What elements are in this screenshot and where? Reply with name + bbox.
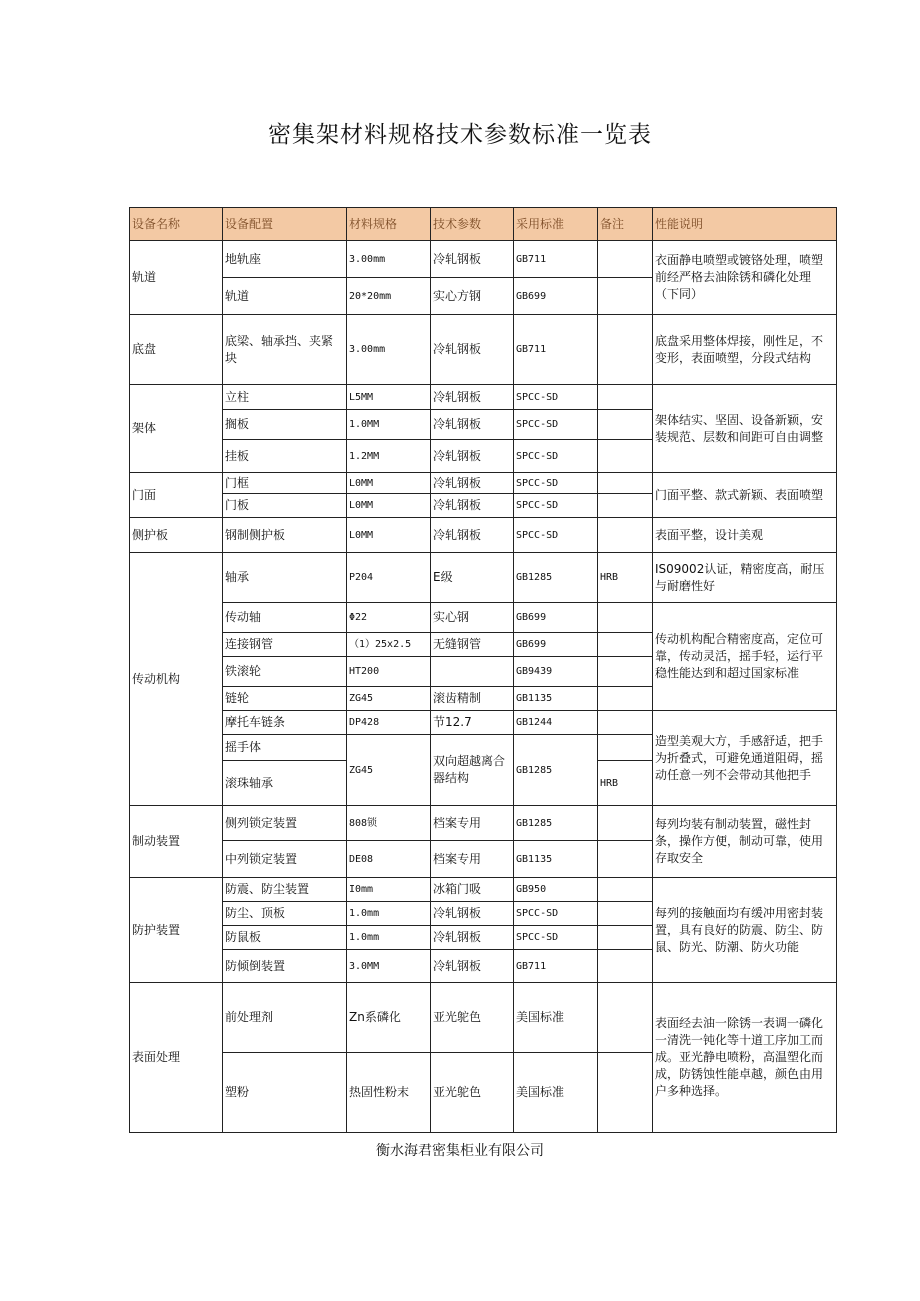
material-cell: Φ22 xyxy=(347,603,431,633)
material-cell: L0MM xyxy=(347,518,431,553)
param-cell: 滚齿精制 xyxy=(431,687,514,711)
standard-cell: SPCC-SD xyxy=(514,440,598,473)
param-cell: 冷轧钢板 xyxy=(431,440,514,473)
spec-table xyxy=(129,207,837,1133)
header-cell: 技术参数 xyxy=(431,208,514,241)
table-row xyxy=(130,878,837,902)
material-cell: 3.00mm xyxy=(347,315,431,385)
header-cell: 材料规格 xyxy=(347,208,431,241)
group-name: 防护装置 xyxy=(130,878,223,983)
group-name: 架体 xyxy=(130,385,223,473)
param-cell: 冷轧钢板 xyxy=(431,410,514,440)
group-desc: IS09002认证，精密度高，耐压与耐磨性好 xyxy=(653,553,837,603)
standard-cell: GB1135 xyxy=(514,687,598,711)
param-cell: E级 xyxy=(431,553,514,603)
table-row xyxy=(130,983,837,1053)
config-cell: 搁板 xyxy=(223,410,347,440)
group-desc: 传动机构配合精密度高，定位可靠，传动灵活，摇手轻，运行平稳性能达到和超过国家标准 xyxy=(653,603,837,711)
note-cell xyxy=(598,657,653,687)
standard-cell: 美国标准 xyxy=(514,1053,598,1133)
group-desc: 架体结实、坚固、设备新颖，安装规范、层数和间距可自由调整 xyxy=(653,385,837,473)
param-cell: 冷轧钢板 xyxy=(431,473,514,494)
param-cell: 亚光鸵色 xyxy=(431,1053,514,1133)
config-cell: 连接钢管 xyxy=(223,633,347,657)
group-desc: 衣面静电喷塑或镀铬处理，喷塑前经严格去油除锈和磷化处理（下同） xyxy=(653,241,837,315)
note-cell xyxy=(598,735,653,761)
config-cell: 防鼠板 xyxy=(223,926,347,950)
group-name: 门面 xyxy=(130,473,223,518)
param-cell: 实心钢 xyxy=(431,603,514,633)
param-cell xyxy=(431,657,514,687)
group-name: 制动装置 xyxy=(130,806,223,878)
config-cell: 滚珠轴承 xyxy=(223,761,347,806)
standard-cell: 美国标准 xyxy=(514,983,598,1053)
standard-cell: GB699 xyxy=(514,633,598,657)
material-cell: 3.00mm xyxy=(347,241,431,278)
group-name: 底盘 xyxy=(130,315,223,385)
page-title: 密集架材料规格技术参数标准一览表 xyxy=(268,122,652,148)
standard-cell: SPCC-SD xyxy=(514,494,598,518)
standard-cell: SPCC-SD xyxy=(514,473,598,494)
material-cell: 1.0mm xyxy=(347,902,431,926)
table-row xyxy=(130,385,837,410)
header-cell: 设备配置 xyxy=(223,208,347,241)
standard-cell: GB9439 xyxy=(514,657,598,687)
note-cell xyxy=(598,711,653,735)
material-cell: DE08 xyxy=(347,841,431,878)
param-cell: 档案专用 xyxy=(431,806,514,841)
material-cell: HT200 xyxy=(347,657,431,687)
config-cell: 前处理剂 xyxy=(223,983,347,1053)
material-cell: 20*20mm xyxy=(347,278,431,315)
material-cell: ZG45 xyxy=(347,687,431,711)
standard-cell: SPCC-SD xyxy=(514,902,598,926)
table-row xyxy=(130,518,837,553)
standard-cell: GB711 xyxy=(514,241,598,278)
group-desc: 表面经去油一除锈一表调一磷化一清洗一钝化等十道工序加工而成。亚光静电喷粉，高温塑化而成，防锈蚀性能卓越，颜色由用户多种选择。 xyxy=(653,983,837,1133)
table-row xyxy=(130,553,837,603)
standard-cell: GB1135 xyxy=(514,841,598,878)
config-cell: 传动轴 xyxy=(223,603,347,633)
config-cell: 门板 xyxy=(223,494,347,518)
material-cell: 808锁 xyxy=(347,806,431,841)
standard-cell: GB1285 xyxy=(514,735,598,806)
config-cell: 地轨座 xyxy=(223,241,347,278)
note-cell xyxy=(598,241,653,278)
group-desc: 造型美观大方，手感舒适，把手为折叠式，可避免通道阻碍，摇动任意一列不会带动其他把手 xyxy=(653,711,837,806)
header-cell: 采用标准 xyxy=(514,208,598,241)
config-cell: 中列锁定装置 xyxy=(223,841,347,878)
config-cell: 钢制侧护板 xyxy=(223,518,347,553)
config-cell: 摩托车链条 xyxy=(223,711,347,735)
standard-cell: GB1285 xyxy=(514,806,598,841)
param-cell: 冷轧钢板 xyxy=(431,902,514,926)
standard-cell: GB1285 xyxy=(514,553,598,603)
param-cell: 档案专用 xyxy=(431,841,514,878)
note-cell xyxy=(598,841,653,878)
table-row xyxy=(130,603,837,633)
table-row xyxy=(130,473,837,494)
param-cell: 节12.7 xyxy=(431,711,514,735)
standard-cell: GB711 xyxy=(514,950,598,983)
header-cell: 性能说明 xyxy=(653,208,837,241)
table-row xyxy=(130,711,837,735)
config-cell: 轨道 xyxy=(223,278,347,315)
param-cell: 冷轧钢板 xyxy=(431,950,514,983)
note-cell xyxy=(598,950,653,983)
config-cell: 挂板 xyxy=(223,440,347,473)
table-header-row xyxy=(130,208,837,241)
material-cell: P204 xyxy=(347,553,431,603)
config-cell: 门框 xyxy=(223,473,347,494)
standard-cell: GB711 xyxy=(514,315,598,385)
header-cell: 设备名称 xyxy=(130,208,223,241)
standard-cell: GB1244 xyxy=(514,711,598,735)
material-cell: L5MM xyxy=(347,385,431,410)
param-cell: 冷轧钢板 xyxy=(431,518,514,553)
material-cell: （1）25x2.5 xyxy=(347,633,431,657)
param-cell: 实心方钢 xyxy=(431,278,514,315)
note-cell: HRB xyxy=(598,553,653,603)
header-cell: 备注 xyxy=(598,208,653,241)
group-name: 表面处理 xyxy=(130,983,223,1133)
config-cell: 链轮 xyxy=(223,687,347,711)
material-cell: ZG45 xyxy=(347,735,431,806)
material-cell: L0MM xyxy=(347,494,431,518)
config-cell: 防尘、顶板 xyxy=(223,902,347,926)
note-cell xyxy=(598,494,653,518)
param-cell: 冷轧钢板 xyxy=(431,241,514,278)
standard-cell: SPCC-SD xyxy=(514,385,598,410)
param-cell: 冷轧钢板 xyxy=(431,494,514,518)
table-row xyxy=(130,241,837,278)
note-cell xyxy=(598,385,653,410)
standard-cell: SPCC-SD xyxy=(514,410,598,440)
material-cell: 热固性粉末 xyxy=(347,1053,431,1133)
config-cell: 摇手体 xyxy=(223,735,347,761)
material-cell: I0mm xyxy=(347,878,431,902)
note-cell xyxy=(598,603,653,633)
note-cell xyxy=(598,410,653,440)
note-cell xyxy=(598,806,653,841)
group-desc: 门面平整、款式新颖、表面喷塑 xyxy=(653,473,837,518)
note-cell xyxy=(598,926,653,950)
param-cell: 冷轧钢板 xyxy=(431,315,514,385)
standard-cell: GB699 xyxy=(514,278,598,315)
group-name: 轨道 xyxy=(130,241,223,315)
param-cell: 冰箱门吸 xyxy=(431,878,514,902)
standard-cell: SPCC-SD xyxy=(514,926,598,950)
note-cell xyxy=(598,440,653,473)
standard-cell: GB699 xyxy=(514,603,598,633)
config-cell: 铁滚轮 xyxy=(223,657,347,687)
note-cell xyxy=(598,315,653,385)
group-desc: 底盘采用整体焊接，刚性足，不变形，表面喷塑，分段式结构 xyxy=(653,315,837,385)
group-name: 传动机构 xyxy=(130,553,223,806)
note-cell xyxy=(598,902,653,926)
note-cell xyxy=(598,633,653,657)
param-cell: 亚光鸵色 xyxy=(431,983,514,1053)
param-cell: 冷轧钢板 xyxy=(431,385,514,410)
material-cell: L0MM xyxy=(347,473,431,494)
table-row xyxy=(130,315,837,385)
config-cell: 塑粉 xyxy=(223,1053,347,1133)
config-cell: 侧列锁定装置 xyxy=(223,806,347,841)
table-row xyxy=(130,806,837,841)
config-cell: 底梁、轴承挡、夹紧块 xyxy=(223,315,347,385)
material-cell: Zn系磷化 xyxy=(347,983,431,1053)
param-cell: 双向超越离合器结构 xyxy=(431,735,514,806)
config-cell: 立柱 xyxy=(223,385,347,410)
material-cell: 1.2MM xyxy=(347,440,431,473)
config-cell: 防震、防尘装置 xyxy=(223,878,347,902)
param-cell: 冷轧钢板 xyxy=(431,926,514,950)
material-cell: 3.0MM xyxy=(347,950,431,983)
note-cell xyxy=(598,473,653,494)
material-cell: 1.0MM xyxy=(347,410,431,440)
standard-cell: GB950 xyxy=(514,878,598,902)
note-cell xyxy=(598,1053,653,1133)
note-cell xyxy=(598,983,653,1053)
config-cell: 防倾倒装置 xyxy=(223,950,347,983)
note-cell xyxy=(598,518,653,553)
config-cell: 轴承 xyxy=(223,553,347,603)
material-cell: 1.0mm xyxy=(347,926,431,950)
standard-cell: SPCC-SD xyxy=(514,518,598,553)
note-cell xyxy=(598,278,653,315)
group-desc: 表面平整，设计美观 xyxy=(653,518,837,553)
group-desc: 每列均装有制动装置，磁性封条，操作方便，制动可靠，使用存取安全 xyxy=(653,806,837,878)
material-cell: DP428 xyxy=(347,711,431,735)
group-name: 侧护板 xyxy=(130,518,223,553)
company-footer: 衡水海君密集柜业有限公司 xyxy=(376,1143,544,1159)
note-cell xyxy=(598,878,653,902)
note-cell xyxy=(598,687,653,711)
param-cell: 无缝钢管 xyxy=(431,633,514,657)
group-desc: 每列的接触面均有缓冲用密封装置，具有良好的防震、防尘、防鼠、防光、防潮、防火功能 xyxy=(653,878,837,983)
note-cell: HRB xyxy=(598,761,653,806)
